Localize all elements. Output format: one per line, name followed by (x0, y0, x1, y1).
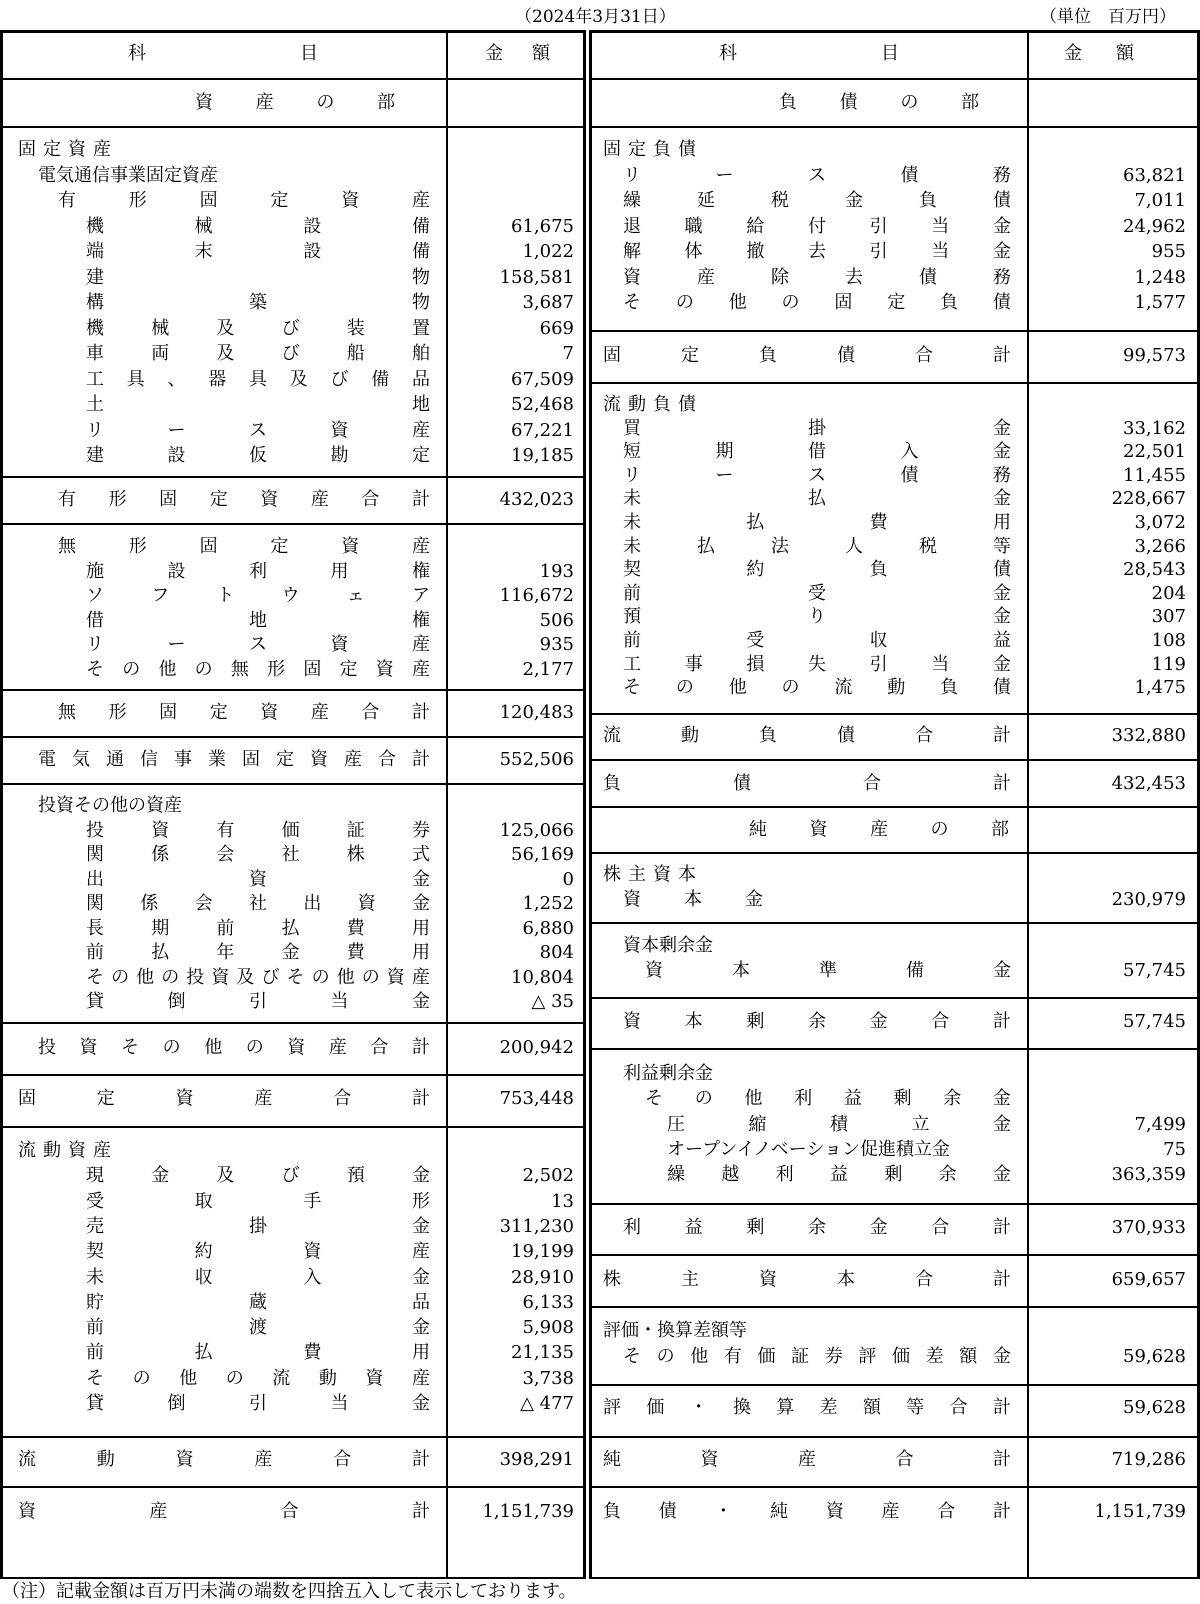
line-item-row (589, 959, 1200, 984)
group-rule (0, 1126, 586, 1128)
line-item-row (0, 393, 586, 418)
row-amount: 3,072 (1134, 512, 1186, 533)
group-rule (589, 330, 1200, 332)
line-item-row (589, 1138, 1200, 1163)
row-amount: 28,910 (511, 1266, 574, 1288)
row-label: 無 形 固 定 資 産 合 計 (58, 702, 430, 723)
row-amount: 659,657 (1111, 1269, 1186, 1290)
row-amount: 1,577 (1134, 292, 1186, 313)
row-amount: 33,162 (1123, 417, 1186, 439)
row-amount: 3,738 (522, 1367, 574, 1389)
row-amount: 204 (1151, 582, 1186, 604)
row-label: 前 受 収 益 (623, 630, 1011, 651)
line-item-row (0, 1190, 586, 1215)
line-item-row (0, 658, 586, 683)
category-row (589, 1062, 1200, 1087)
row-amount: 1,151,739 (1094, 1501, 1186, 1522)
row-label: 資本剰余金 (623, 935, 713, 956)
line-item-row (0, 444, 586, 469)
row-label: リ ー ス 債 務 (623, 464, 1011, 486)
group-rule (589, 1306, 1200, 1308)
row-label: 貸 倒 引 当 金 (86, 991, 430, 1012)
row-label: 有 形 固 定 資 産 合 計 (58, 489, 430, 510)
row-label: 関 係 会 社 出 資 金 (86, 893, 430, 914)
line-item-row (589, 558, 1200, 583)
row-label: 現 金 及 び 預 金 (86, 1165, 430, 1187)
row-amount: 19,199 (511, 1241, 574, 1263)
row-amount: 1,248 (1134, 266, 1186, 288)
row-amount: 370,933 (1111, 1217, 1186, 1238)
line-item-row (0, 990, 586, 1015)
row-label: 前 受 金 (623, 582, 1011, 604)
row-amount: 56,169 (511, 844, 574, 865)
line-item-row (0, 1266, 586, 1291)
row-amount: 955 (1151, 241, 1186, 262)
row-label: リ ー ス 債 務 (623, 164, 1011, 186)
group-rule (0, 689, 586, 691)
row-amount: 21,135 (511, 1342, 574, 1364)
line-item-row (0, 291, 586, 316)
line-item-row (0, 1240, 586, 1265)
column-header (0, 30, 586, 78)
row-label: 有 形 固 定 資 産 (58, 190, 430, 211)
row-label: 端 末 設 備 (86, 241, 430, 262)
row-amount: 11,455 (1123, 464, 1186, 486)
category-row (589, 393, 1200, 418)
line-item-row (0, 189, 586, 214)
row-amount: 99,573 (1123, 345, 1186, 366)
row-label: 未 払 法 人 税 等 (623, 535, 1011, 557)
row-label: そ の 他 の 流 動 資 産 (86, 1367, 430, 1389)
row-amount: 669 (539, 317, 574, 339)
section-title: 資 産 の 部 (195, 92, 395, 113)
row-amount: 108 (1151, 630, 1186, 651)
line-item-row (0, 419, 586, 444)
row-label: 契 約 資 産 (86, 1241, 430, 1263)
group-rule (0, 736, 586, 738)
row-label: 電 気 通 信 事 業 固 定 資 産 合 計 (38, 749, 430, 770)
group-rule (589, 1436, 1200, 1438)
line-item-row (589, 653, 1200, 678)
line-item-row (589, 888, 1200, 913)
group-rule (589, 1203, 1200, 1205)
row-label: 契 約 負 債 (623, 559, 1011, 581)
row-amount: 1,151,739 (482, 1501, 574, 1522)
row-label: 受 取 手 形 (86, 1190, 430, 1212)
row-label: 未 収 入 金 (86, 1266, 430, 1288)
row-label: 未 払 費 用 (623, 512, 1011, 533)
row-label: そ の 他 利 益 剰 余 金 (645, 1088, 1011, 1109)
line-item-row (589, 440, 1200, 465)
line-item-row (0, 1215, 586, 1240)
row-amount: 363,359 (1111, 1164, 1186, 1185)
row-label: 前 払 費 用 (86, 1342, 430, 1364)
row-amount: 59,628 (1123, 1346, 1186, 1367)
assets-panel (0, 30, 586, 1579)
row-amount: 200,942 (499, 1037, 574, 1058)
row-label: 工 具 、 器 具 及 び 備 品 (86, 368, 430, 390)
row-amount: 3,266 (1134, 535, 1186, 557)
row-label: 無 形 固 定 資 産 (58, 536, 430, 557)
category-row (0, 794, 586, 819)
group-rule (589, 1254, 1200, 1256)
line-item-row (0, 342, 586, 367)
group-rule (589, 997, 1200, 999)
total-row (589, 344, 1200, 369)
group-rule (0, 1074, 586, 1076)
line-item-row (0, 215, 586, 240)
row-label: 貸 倒 引 当 金 (86, 1393, 430, 1414)
row-amount: 75 (1163, 1139, 1186, 1160)
row-amount: 719,286 (1111, 1449, 1186, 1470)
line-item-row (589, 215, 1200, 240)
row-amount: 1,022 (522, 241, 574, 262)
total-row (589, 1500, 1200, 1525)
row-amount: 63,821 (1123, 164, 1186, 186)
total-row (0, 1500, 586, 1525)
row-label: 資 産 合 計 (18, 1501, 430, 1522)
group-rule (0, 523, 586, 525)
group-rule (0, 476, 586, 478)
row-amount: 59,628 (1123, 1397, 1186, 1418)
row-label: 建 物 (86, 266, 430, 288)
row-label: 短 期 借 入 金 (623, 441, 1011, 463)
line-item-row (589, 164, 1200, 189)
section-rule (589, 126, 1200, 128)
line-item-row (589, 417, 1200, 442)
row-amount: 67,221 (511, 419, 574, 441)
total-row (589, 772, 1200, 797)
row-amount: 753,448 (499, 1088, 574, 1109)
row-label: 繰 越 利 益 剰 余 金 (667, 1164, 1011, 1185)
row-label: 投 資 そ の 他 の 資 産 合 計 (38, 1037, 430, 1058)
row-label: 売 掛 金 (86, 1215, 430, 1237)
total-row (589, 1010, 1200, 1035)
row-amount: 158,581 (499, 266, 574, 288)
row-label: 流 動 負 債 合 計 (603, 725, 1011, 746)
row-label: 機 械 設 備 (86, 215, 430, 237)
category-row (589, 138, 1200, 163)
row-label: 株主資本 (603, 864, 703, 885)
line-item-row (589, 1345, 1200, 1370)
row-amount: 332,880 (1111, 725, 1186, 746)
row-label: 固 定 負 債 合 計 (603, 345, 1011, 366)
row-label: 繰 延 税 金 負 債 (623, 190, 1011, 211)
row-amount: 804 (539, 942, 574, 963)
row-amount: 228,667 (1111, 488, 1186, 510)
row-label: 評価・換算差額等 (603, 1320, 747, 1341)
line-item-row (589, 464, 1200, 489)
line-item-row (0, 1291, 586, 1316)
category-row (589, 1319, 1200, 1344)
line-item-row (589, 582, 1200, 607)
row-amount: 935 (539, 634, 574, 655)
category-row (0, 164, 586, 189)
total-row (589, 1396, 1200, 1421)
row-label: 貯 蔵 品 (86, 1291, 430, 1313)
row-amount: 52,468 (511, 394, 574, 415)
row-label: 借 地 権 (86, 609, 430, 631)
unit-label: （単位 百万円） (1040, 7, 1176, 27)
line-item-row (0, 240, 586, 265)
row-label: 資 本 剰 余 金 合 計 (623, 1011, 1011, 1032)
group-rule (589, 713, 1200, 715)
line-item-row (0, 584, 586, 609)
category-row (589, 863, 1200, 888)
row-label: 出 資 金 (86, 868, 430, 890)
row-amount: 0 (562, 868, 574, 890)
row-amount: 3,687 (522, 292, 574, 313)
line-item-row (0, 941, 586, 966)
row-label: 利益剰余金 (623, 1063, 713, 1084)
line-item-row (0, 1367, 586, 1392)
row-label: 固 定 資 産 合 計 (18, 1088, 430, 1109)
row-label: 買 掛 金 (623, 417, 1011, 439)
line-item-row (0, 1316, 586, 1341)
row-label: 負 債 ・ 純 資 産 合 計 (603, 1501, 1011, 1522)
row-amount: 22,501 (1123, 441, 1186, 463)
row-label: 資 本 準 備 金 (645, 960, 1011, 981)
row-label: 施 設 利 用 権 (86, 560, 430, 582)
line-item-row (0, 1164, 586, 1189)
row-amount: 57,745 (1123, 1011, 1186, 1032)
row-label: そ の 他 の 固 定 負 債 (623, 292, 1011, 313)
row-amount: 230,979 (1111, 889, 1186, 910)
row-label: 流 動 資 産 合 計 (18, 1449, 430, 1470)
line-item-row (0, 609, 586, 634)
row-amount: 5,908 (522, 1317, 574, 1339)
row-amount: 61,675 (511, 215, 574, 237)
total-row (589, 1268, 1200, 1293)
row-label: そ の 他 の 無 形 固 定 資 産 (86, 658, 430, 680)
group-rule (589, 922, 1200, 924)
liabilities-net-assets-panel (589, 30, 1200, 1579)
column-header-item: 科 目 (719, 43, 899, 64)
line-item-row (0, 892, 586, 917)
row-amount: 6,133 (522, 1291, 574, 1313)
total-row (0, 1036, 586, 1061)
group-rule (0, 1022, 586, 1024)
line-item-row (589, 240, 1200, 265)
category-row (589, 934, 1200, 959)
section-title: 負 債 の 部 (779, 92, 979, 113)
group-rule (589, 1384, 1200, 1386)
row-label: 資 産 除 去 債 務 (623, 266, 1011, 288)
group-rule (0, 1436, 586, 1438)
row-label: 工 事 損 失 引 当 金 (623, 653, 1011, 675)
column-header-amount: 金 額 (485, 43, 550, 64)
bottom-border (589, 1577, 1200, 1579)
line-item-row (0, 1341, 586, 1366)
row-amount: 1,252 (522, 893, 574, 914)
row-label: 固定資産 (18, 139, 118, 160)
row-amount: 57,745 (1123, 960, 1186, 981)
row-label: リ ー ス 資 産 (86, 634, 430, 655)
row-label: 純 資 産 合 計 (603, 1449, 1011, 1470)
row-amount: 2,502 (522, 1165, 574, 1187)
row-label: 車 両 及 び 船 舶 (86, 343, 430, 364)
row-label: 土 地 (86, 394, 430, 415)
line-item-row (589, 535, 1200, 560)
row-amount: 2,177 (522, 658, 574, 680)
line-item-row (589, 676, 1200, 701)
row-amount: 116,672 (499, 585, 574, 606)
row-label: 資 本 金 (623, 889, 763, 910)
line-item-row (589, 1163, 1200, 1188)
row-label: 関 係 会 社 株 式 (86, 844, 430, 865)
row-label: 退 職 給 付 引 当 金 (623, 215, 1011, 237)
category-row (0, 138, 586, 163)
line-item-row (0, 317, 586, 342)
line-item-row (589, 291, 1200, 316)
row-amount: 7,499 (1134, 1114, 1186, 1135)
column-header (589, 30, 1200, 78)
row-amount: 552,506 (499, 749, 574, 770)
row-label: 構 築 物 (86, 292, 430, 313)
group-rule (0, 783, 586, 785)
group-rule (589, 1048, 1200, 1050)
line-item-row (0, 368, 586, 393)
row-label: 機 械 及 び 装 置 (86, 317, 430, 339)
group-rule (0, 1486, 586, 1488)
line-item-row (0, 560, 586, 585)
row-amount: 24,962 (1123, 215, 1186, 237)
category-row (0, 1139, 586, 1164)
row-label: そ の 他 の 投 資 及 び そ の 他 の 資 産 (86, 966, 430, 988)
group-rule (589, 852, 1200, 854)
net-assets-section-title: 純 資 産 の 部 (749, 819, 1009, 840)
column-header-amount: 金 額 (1064, 43, 1134, 64)
line-item-row (589, 605, 1200, 630)
row-amount: 125,066 (499, 819, 574, 841)
row-amount: △ 35 (531, 991, 574, 1012)
row-amount: 432,023 (499, 489, 574, 510)
group-rule (589, 759, 1200, 761)
line-item-row (0, 917, 586, 942)
total-row (589, 724, 1200, 749)
line-item-row (0, 868, 586, 893)
row-amount: 67,509 (511, 368, 574, 390)
line-item-row (589, 266, 1200, 291)
row-label: 負 債 合 計 (603, 773, 1011, 794)
row-label: 投資その他の資産 (38, 795, 182, 816)
row-amount: 506 (539, 609, 574, 631)
row-label: 株 主 資 本 合 計 (603, 1269, 1011, 1290)
row-label: 長 期 前 払 費 用 (86, 917, 430, 939)
line-item-row (589, 1087, 1200, 1112)
row-amount: 1,475 (1134, 677, 1186, 699)
row-amount: 432,453 (1111, 773, 1186, 794)
row-amount: 19,185 (511, 445, 574, 466)
line-item-row (0, 819, 586, 844)
row-amount: 311,230 (499, 1215, 574, 1237)
row-label: 投 資 有 価 証 券 (86, 819, 430, 841)
row-amount: △ 477 (520, 1393, 574, 1414)
section-rule (0, 126, 586, 128)
row-amount: 6,880 (522, 917, 574, 939)
line-item-row (0, 633, 586, 658)
line-item-row (589, 1113, 1200, 1138)
row-amount: 13 (551, 1190, 574, 1212)
group-rule (589, 382, 1200, 384)
line-item-row (0, 1392, 586, 1417)
row-label: 流動負債 (603, 394, 703, 415)
row-amount: 7,011 (1134, 190, 1186, 211)
line-item-row (0, 266, 586, 291)
footnote: （注）記載金額は百万円未満の端数を四捨五入して表示しております。 (2, 1581, 577, 1602)
row-label: 評 価 ・ 換 算 差 額 等 合 計 (603, 1397, 1011, 1418)
row-label: 前 渡 金 (86, 1317, 430, 1339)
total-row (0, 1448, 586, 1473)
row-label: 固定負債 (603, 139, 703, 160)
row-label: 未 払 金 (623, 488, 1011, 510)
row-amount: 120,483 (499, 702, 574, 723)
line-item-row (589, 189, 1200, 214)
row-label: そ の 他 の 流 動 負 債 (623, 677, 1011, 699)
row-label: 解 体 撤 去 引 当 金 (623, 241, 1011, 262)
row-label: 建 設 仮 勘 定 (86, 445, 430, 466)
row-label: そ の 他 有 価 証 券 評 価 差 額 金 (623, 1346, 1011, 1367)
row-label: 利 益 剰 余 金 合 計 (623, 1217, 1011, 1238)
row-amount: 193 (539, 560, 574, 582)
total-row (589, 1216, 1200, 1241)
row-amount: 28,543 (1123, 559, 1186, 581)
row-amount: 398,291 (499, 1449, 574, 1470)
total-row (0, 701, 586, 726)
column-header-item: 科 目 (128, 43, 318, 64)
row-amount: 7 (562, 343, 574, 364)
total-row (0, 1087, 586, 1112)
row-label: 電気通信事業固定資産 (38, 164, 218, 186)
row-amount: 119 (1151, 653, 1186, 675)
total-row (589, 1448, 1200, 1473)
group-rule (589, 1486, 1200, 1488)
total-row (0, 488, 586, 513)
row-label: 圧 縮 積 立 金 (667, 1114, 1011, 1135)
line-item-row (589, 511, 1200, 536)
row-label: ソ フ ト ウ ェ ア (86, 585, 430, 606)
line-item-row (589, 487, 1200, 512)
row-amount: 10,804 (511, 966, 574, 988)
line-item-row (589, 629, 1200, 654)
row-label: 前 払 年 金 費 用 (86, 942, 430, 963)
line-item-row (0, 535, 586, 560)
report-date: （2024年3月31日） (515, 7, 676, 27)
total-row (0, 748, 586, 773)
line-item-row (0, 966, 586, 991)
row-label: オープンイノベーション促進積立金 (667, 1139, 950, 1160)
row-amount: 307 (1151, 606, 1186, 628)
row-label: リ ー ス 資 産 (86, 419, 430, 441)
row-label: 流動資産 (18, 1140, 118, 1161)
row-label: 預 り 金 (623, 606, 1011, 628)
line-item-row (0, 843, 586, 868)
